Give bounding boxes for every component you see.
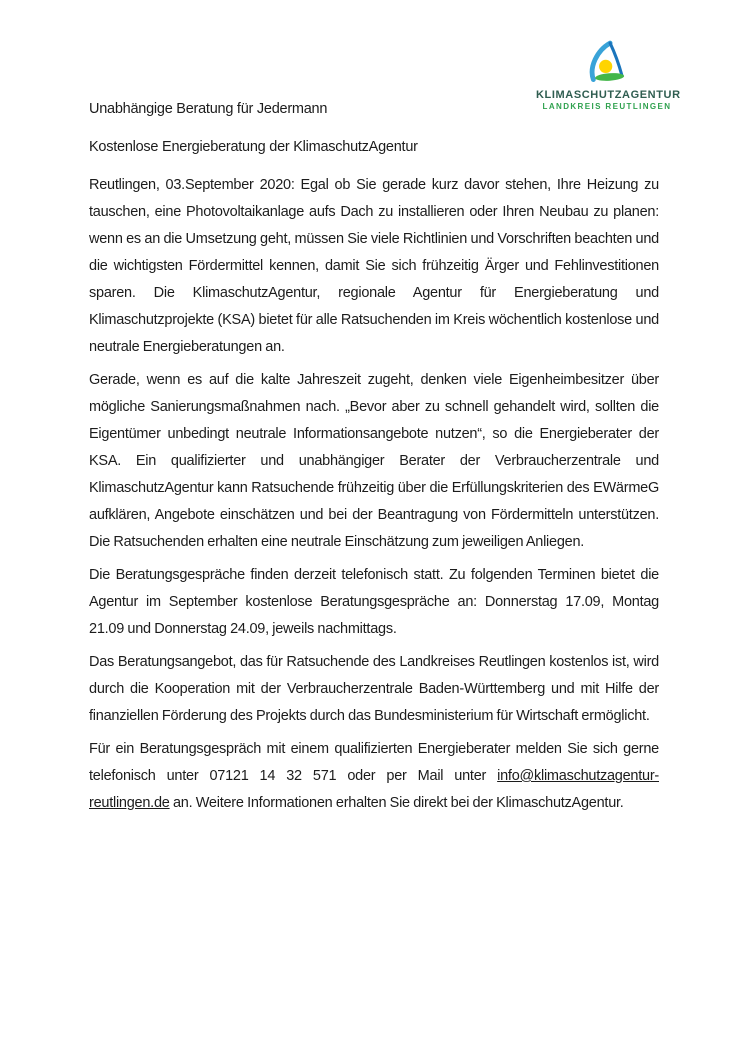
contact-text-after: an. Weitere Informationen erhalten Sie direkt bei der KlimaschutzAgentur. [169,795,624,811]
paragraph-funding: Das Beratungsangebot, das für Ratsuchende des Landkreises Reutlingen kostenlos ist, wird durch die Kooperation mit der Verbraucherzentrale Baden-Württemberg und mit Hilfe der finanziellen Förderung des Projekts durch das Bundesministerium für Wirtschaft ermöglicht. [89,654,659,724]
logo-subline: LANDKREIS REUTLINGEN [542,102,672,111]
document-body [89,96,659,823]
logo-wordmark: KLIMASCHUTZAGENTUR [536,89,681,101]
paragraph-dates: Die Beratungsgespräche finden derzeit telefonisch statt. Zu folgenden Terminen bietet die Agentur im September kostenlose Beratungsgespräche an: Donnerstag 17.09, Montag 21.09 und Donnerstag 24.09, jeweils nachmittags. [89,567,659,637]
document-title: Kostenlose Energieberatung der KlimaschutzAgentur [89,139,418,155]
paragraph-intro: Reutlingen, 03.September 2020: Egal ob Sie gerade kurz davor stehen, Ihre Heizung zu tauschen, eine Photovoltaikanlage aufs Dach zu installieren oder Ihren Neubau zu planen: wenn es an die Umsetzung geht, müssen Sie viele Richtlinien und Vorschriften beachten und die wichtigsten Fördermittel kennen, damit Sie sich frühzeitig Ärger und Fehlinvestitionen sparen. Die KlimaschutzAgentur, regionale Agentur für Energieberatung und Klimaschutzprojekte (KSA) bietet für alle Ratsuchenden im Kreis wöchentlich kostenlose und neutrale Energieberatungen an. [89,177,659,355]
paragraph-contact [89,736,659,817]
paragraph-advice: Gerade, wenn es auf die kalte Jahreszeit zugeht, denken viele Eigenheimbesitzer über mögliche Sanierungsmaßnahmen nach. „Bevor aber zu schnell gehandelt wird, sollten die Eigentümer unbedingt neutrale Informationsangebote nutzen“, so die Energieberater der KSA. Ein qualifizierter und unabhängiger Berater der Verbraucherzentrale und KlimaschutzAgentur kann Ratsuchende frühzeitig über die Erfüllungskriterien des EWärmeG aufklären, Angebote einschätzen und bei der Beantragung von Fördermitteln unterstützen. Die Ratsuchenden erhalten eine neutrale Einschätzung zum jeweiligen Anliegen. [89,372,659,550]
klimaschutzagentur-triangle-icon [585,40,629,84]
contact-text-before: Für ein Beratungsgespräch mit einem qualifizierten Energieberater melden Sie sich gerne telefonisch unter 07121 14 32 571 oder per Mail unter [89,741,659,784]
document-subtitle: Unabhängige Beratung für Jedermann [89,101,328,117]
email-link[interactable]: info@klimaschutzagentur-reutlingen.de [89,768,659,811]
